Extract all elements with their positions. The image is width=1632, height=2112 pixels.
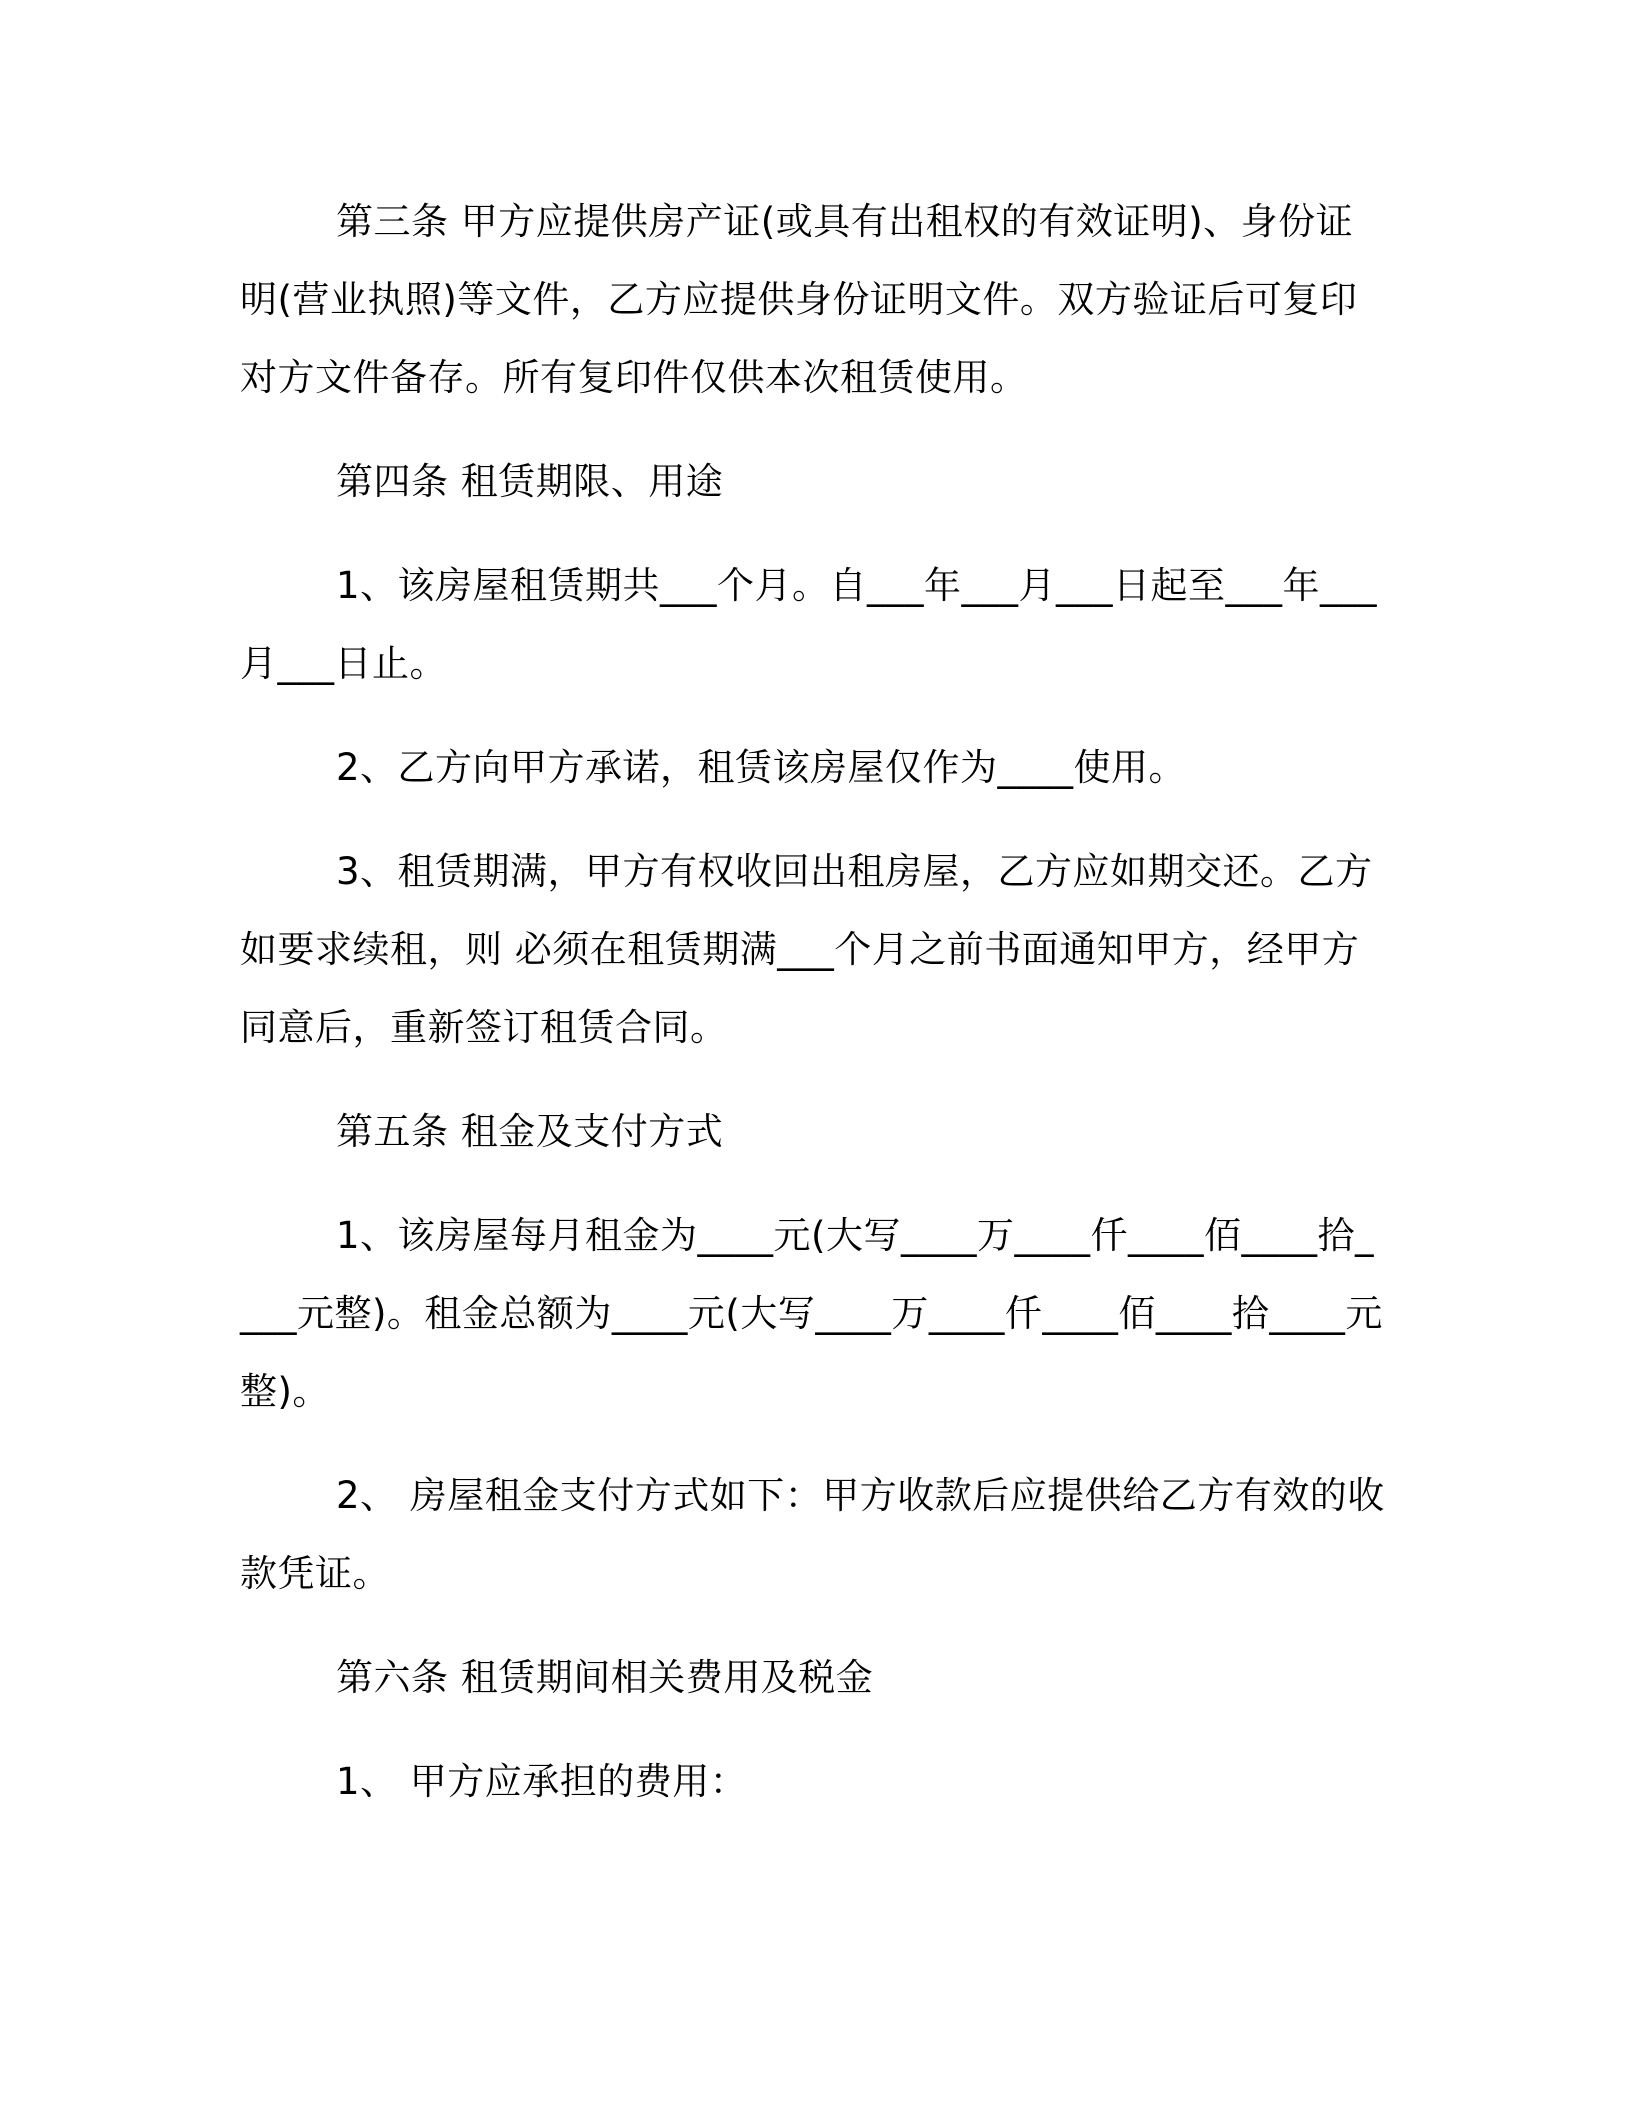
article-3-paragraph: 第三条 甲方应提供房产证(或具有出租权的有效证明)、身份证明(营业执照)等文件，乙方应提供身份证明文件。双方验证后可复印对方文件备存。所有复印件仅供本次租赁使用。 xyxy=(240,200,1358,399)
article-5-clause-2: 2、 房屋租金支付方式如下：甲方收款后应提供给乙方有效的收款凭证。 xyxy=(240,1474,1385,1595)
article-4-clause-3: 3、租赁期满，甲方有权收回出租房屋，乙方应如期交还。乙方如要求续租，则 必须在租赁期满___个月之前书面通知甲方，经甲方同意后，重新签订租赁合同。 xyxy=(240,850,1373,1049)
article-6-heading: 第六条 租赁期间相关费用及税金 xyxy=(336,1656,874,1699)
article-5-heading: 第五条 租金及支付方式 xyxy=(336,1110,724,1153)
article-4-clause-2: 2、乙方向甲方承诺，租赁该房屋仅作为____使用。 xyxy=(336,746,1187,789)
article-5-clause-1: 1、该房屋每月租金为____元(大写____万____仟____佰____拾____元整)。租金总额为____元(大写____万____仟____佰____拾____元整)。 xyxy=(240,1214,1383,1413)
article-4-heading: 第四条 租赁期限、用途 xyxy=(336,460,724,503)
article-6-clause-1: 1、 甲方应承担的费用： xyxy=(336,1760,748,1803)
document-body xyxy=(240,183,1390,1847)
article-4-clause-1: 1、该房屋租赁期共___个月。自___年___月___日起至___年___月___日止。 xyxy=(240,564,1378,685)
